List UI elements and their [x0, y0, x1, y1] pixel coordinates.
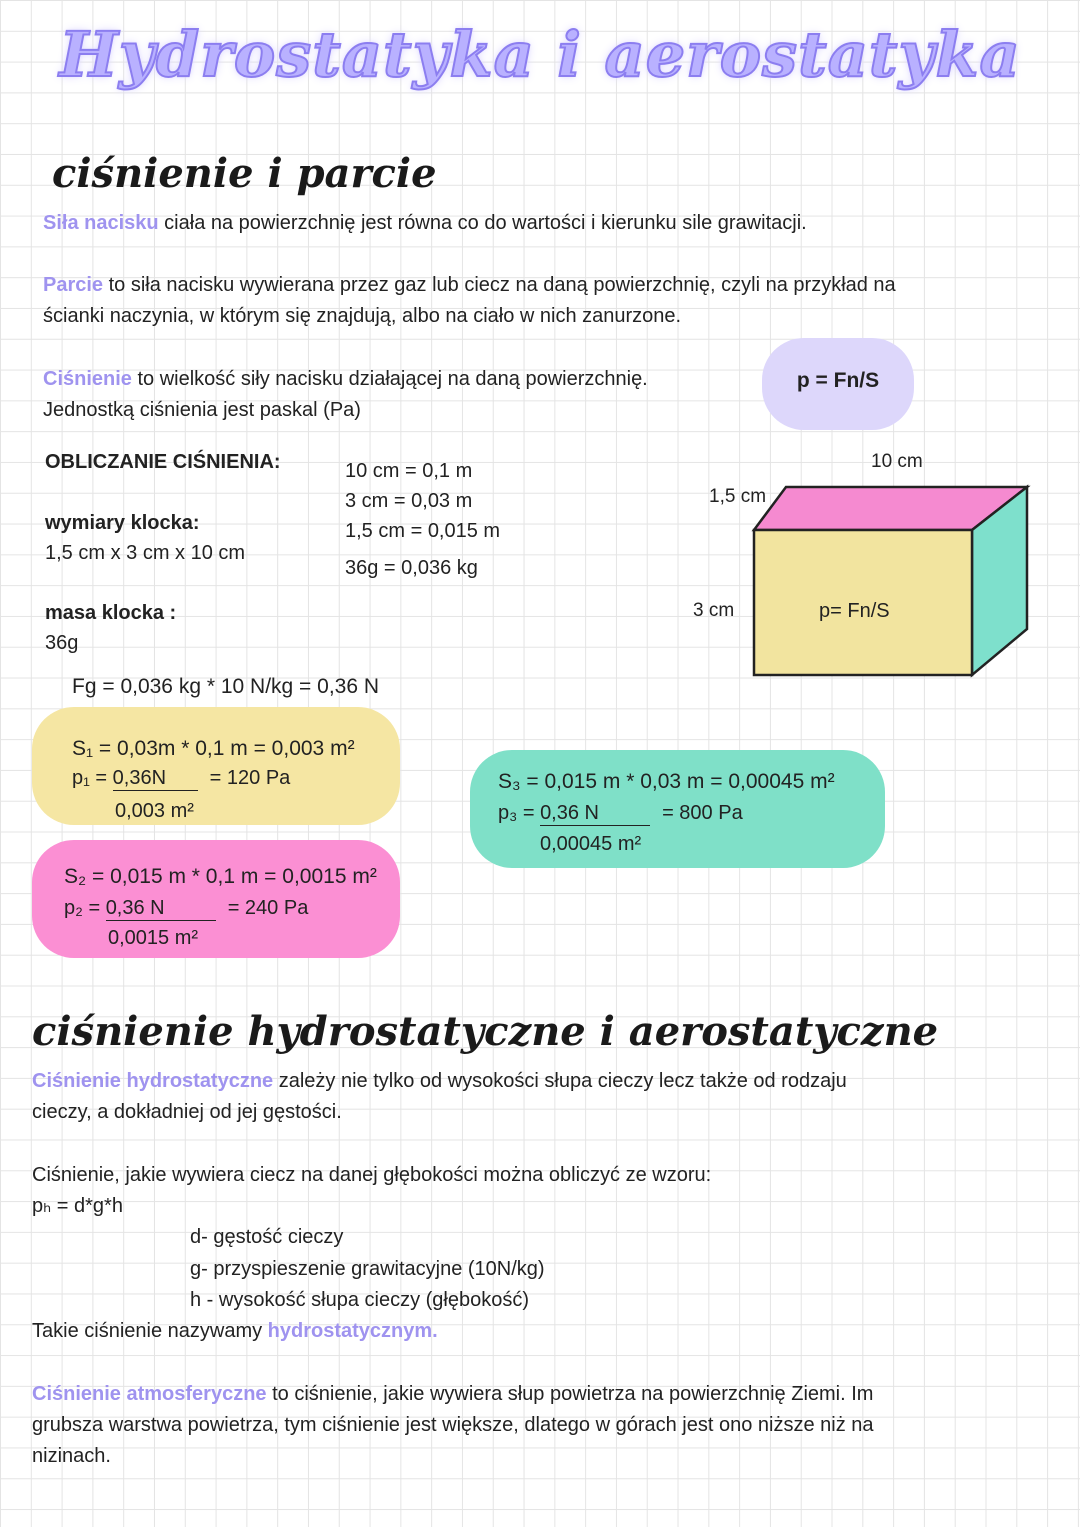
fraction-denominator: 0,003 m² — [115, 800, 194, 822]
conversion: 10 cm = 0,1 m — [345, 460, 473, 482]
paragraph-atmospheric — [32, 1379, 1062, 1472]
fraction-denominator: 0,00045 m² — [540, 833, 642, 855]
legend-item: d- gęstość cieczy — [190, 1226, 344, 1248]
conversion: 36g = 0,036 kg — [345, 557, 478, 579]
pressure-result: = 120 Pa — [209, 767, 291, 789]
pressure-prefix: p₃ = — [498, 802, 541, 824]
box-label-depth: 1,5 cm — [709, 486, 767, 507]
box-face-formula: p= Fn/S — [819, 600, 890, 622]
section-heading-pressure: ciśnienie i parcie — [52, 150, 437, 197]
pressure-2 — [64, 897, 308, 921]
legend-item: g- przyspieszenie grawitacyjne (10N/kg) — [190, 1258, 545, 1280]
paragraph-hydrostatic — [32, 1066, 1052, 1128]
paragraph-text: Takie ciśnienie nazywamy — [32, 1320, 268, 1342]
formula-badge: p = Fn/S — [762, 338, 914, 430]
term-parcie: Parcie — [43, 274, 104, 296]
term-hydrostatycznym: hydrostatycznym. — [267, 1320, 438, 1342]
term-cisnienie-atmosferyczne: Ciśnienie atmosferyczne — [32, 1383, 267, 1405]
paragraph-cisnienie — [43, 364, 763, 426]
mass-value: 36g — [45, 632, 79, 654]
page-title: Hydrostatyka i aerostatyka — [59, 18, 1021, 91]
calc-pill-yellow — [32, 707, 400, 825]
mass-label: masa klocka : — [45, 602, 177, 624]
paragraph-text: nizinach. — [32, 1445, 111, 1467]
area-2: S₂ = 0,015 m * 0,1 m = 0,0015 m² — [64, 865, 377, 888]
fraction-numerator: 0,36 N — [106, 897, 216, 921]
fraction-denominator: 0,0015 m² — [108, 927, 199, 949]
gravity-force: Fg = 0,036 kg * 10 N/kg = 0,36 N — [72, 675, 380, 698]
hydrostatic-formula: pₕ = d*g*h — [32, 1195, 123, 1217]
box-label-width: 10 cm — [871, 451, 923, 472]
paragraph-text: to ciśnienie, jakie wywiera słup powietrza na powierzchnię Ziemi. Im — [266, 1383, 874, 1405]
paragraph-text: to siła nacisku wywierana przez gaz lub ciecz na daną powierzchnię, czyli na przykład na — [103, 274, 896, 296]
paragraph-hydrostatic-name — [32, 1316, 438, 1347]
paragraph-text: zależy nie tylko od wysokości słupa cieczy lecz także od rodzaju — [273, 1070, 847, 1092]
paragraph-text: to wielkość siły nacisku działającej na daną powierzchnię. — [131, 368, 648, 390]
fraction-numerator: 0,36 N — [540, 802, 650, 826]
conversion: 3 cm = 0,03 m — [345, 490, 473, 512]
area-3: S₃ = 0,015 m * 0,03 m = 0,00045 m² — [498, 770, 835, 793]
legend-item: h - wysokość słupa cieczy (głębokość) — [190, 1289, 530, 1311]
term-cisnienie: Ciśnienie — [43, 368, 132, 390]
conversion: 1,5 cm = 0,015 m — [345, 520, 501, 542]
pressure-prefix: p₂ = — [64, 897, 106, 919]
block-diagram — [740, 480, 1040, 690]
dims-value: 1,5 cm x 3 cm x 10 cm — [45, 542, 246, 564]
pressure-1 — [72, 767, 290, 791]
paragraph-text: grubsza warstwa powietrza, tym ciśnienie jest większe, dlatego w górach jest ono niższe niż na — [32, 1414, 874, 1436]
paragraph-text: ciała na powierzchnię jest równa co do wartości i kierunku sile grawitacji. — [158, 212, 807, 234]
term-sila-nacisku: Siła nacisku — [43, 212, 159, 234]
paragraph-sila-nacisku — [43, 208, 1043, 239]
area-1: S₁ = 0,03m * 0,1 m = 0,003 m² — [72, 737, 355, 760]
box-label-height: 3 cm — [693, 600, 735, 621]
pressure-prefix: p₁ = — [72, 767, 113, 789]
term-cisnienie-hydrostatyczne: Ciśnienie hydrostatyczne — [32, 1070, 274, 1092]
paragraph-text: ścianki naczynia, w którym się znajdują, albo na ciało w nich zanurzone. — [43, 305, 682, 327]
pressure-result: = 240 Pa — [227, 897, 309, 919]
paragraph-parcie — [43, 270, 1053, 332]
section-heading-hydrostatic: ciśnienie hydrostatyczne i aerostatyczne — [32, 1008, 939, 1055]
calc-heading: OBLICZANIE CIŚNIENIA: — [45, 451, 281, 473]
dims-label: wymiary klocka: — [45, 512, 200, 534]
paragraph-formula-intro: Ciśnienie, jakie wywiera ciecz na danej głębokości można obliczyć ze wzoru: — [32, 1164, 712, 1186]
paragraph-text: Jednostką ciśnienia jest paskal (Pa) — [43, 399, 361, 421]
pressure-3 — [498, 802, 743, 826]
paragraph-text: cieczy, a dokładniej od jej gęstości. — [32, 1101, 342, 1123]
fraction-numerator: 0,36N — [113, 767, 198, 791]
pressure-result: = 800 Pa — [662, 802, 743, 824]
